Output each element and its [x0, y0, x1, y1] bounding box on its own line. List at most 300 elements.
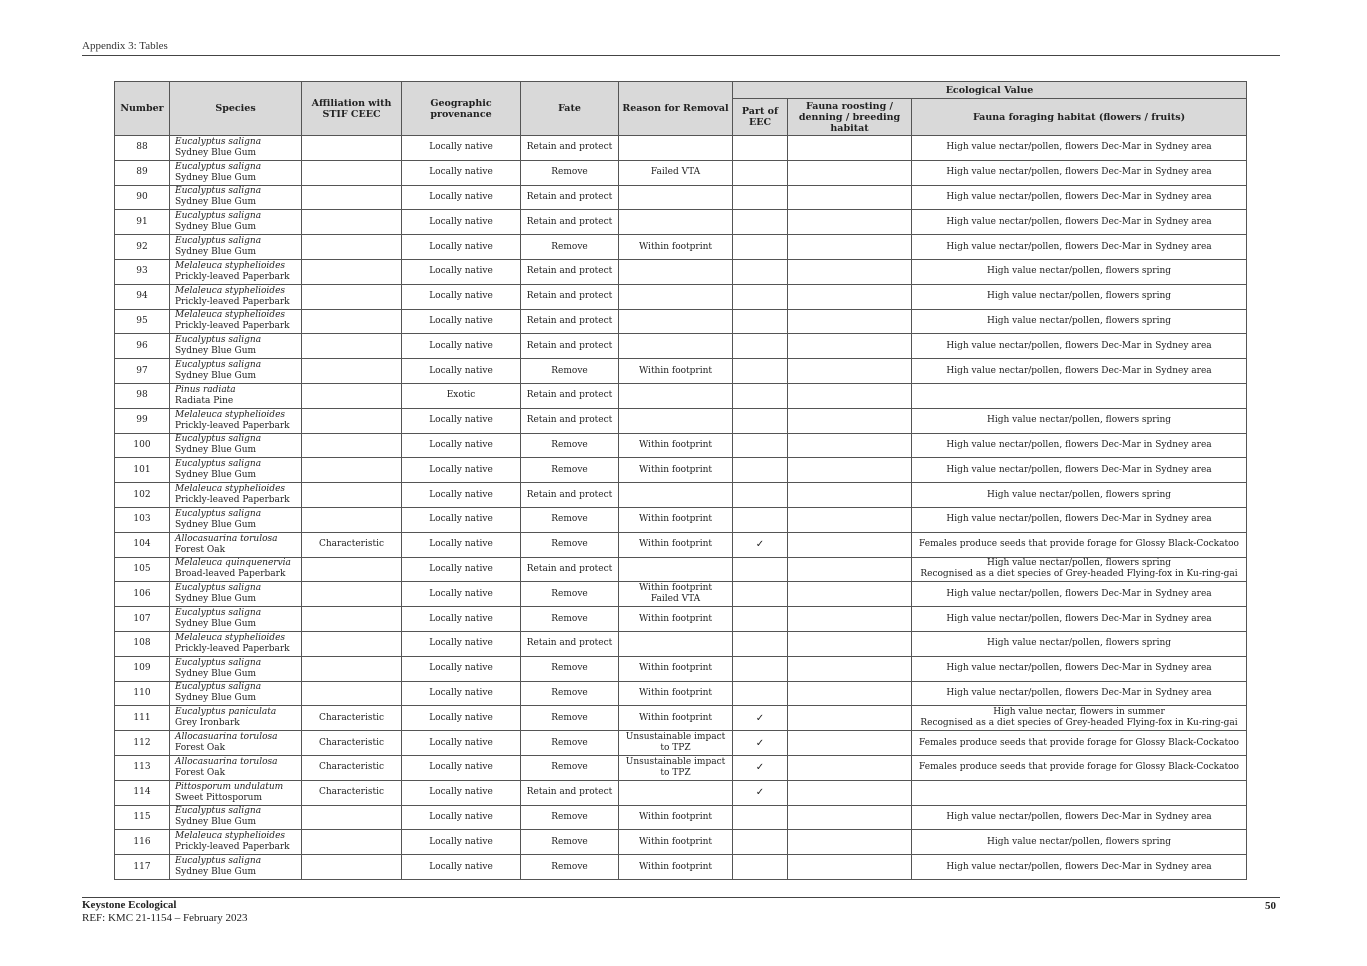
cell-fauna-foraging	[912, 557, 1247, 582]
cell-reason	[619, 433, 733, 458]
cell-provenance: Locally native	[402, 532, 521, 557]
col-reason: Reason for Removal	[619, 82, 733, 136]
cell-species	[170, 532, 302, 557]
cell-reason	[619, 805, 733, 830]
reason-line-2: Failed VTA	[650, 594, 701, 605]
cell-affiliation: Characteristic	[302, 706, 402, 731]
cell-provenance: Locally native	[402, 607, 521, 632]
cell-number: 100	[115, 433, 170, 458]
foraging-line: High value nectar/pollen, flowers Dec-Mar in Sydney area	[946, 663, 1212, 674]
cell-affiliation	[302, 433, 402, 458]
cell-affiliation	[302, 631, 402, 656]
cell-fauna-roosting	[788, 607, 912, 632]
table-row	[115, 483, 1247, 508]
cell-provenance: Locally native	[402, 631, 521, 656]
species-common-name: Sydney Blue Gum	[175, 693, 257, 704]
cell-affiliation	[302, 855, 402, 880]
cell-provenance: Locally native	[402, 136, 521, 161]
table-row	[115, 830, 1247, 855]
cell-number: 113	[115, 755, 170, 780]
species-common-name: Grey Ironbark	[175, 718, 240, 729]
species-common-name: Sydney Blue Gum	[175, 147, 257, 158]
cell-affiliation	[302, 160, 402, 185]
cell-fate: Retain and protect	[521, 408, 619, 433]
cell-fauna-roosting	[788, 855, 912, 880]
cell-affiliation: Characteristic	[302, 755, 402, 780]
cell-number: 105	[115, 557, 170, 582]
cell-fate: Retain and protect	[521, 210, 619, 235]
cell-fauna-roosting	[788, 830, 912, 855]
cell-fauna-foraging	[912, 160, 1247, 185]
species-scientific-name: Eucalyptus saligna	[175, 608, 262, 619]
cell-number: 96	[115, 334, 170, 359]
cell-fauna-foraging	[912, 284, 1247, 309]
cell-part-of-eec	[733, 805, 788, 830]
table-row	[115, 706, 1247, 731]
species-common-name: Sydney Blue Gum	[175, 668, 257, 679]
cell-affiliation	[302, 582, 402, 607]
reason-line: Unsustainable impact	[625, 756, 726, 767]
cell-fate: Remove	[521, 433, 619, 458]
cell-provenance: Locally native	[402, 681, 521, 706]
species-scientific-name: Eucalyptus saligna	[175, 806, 262, 817]
cell-fate: Remove	[521, 755, 619, 780]
table-row	[115, 284, 1247, 309]
species-common-name: Sydney Blue Gum	[175, 594, 257, 605]
species-scientific-name: Eucalyptus paniculata	[175, 707, 277, 718]
foraging-line: High value nectar/pollen, flowers Dec-Mar in Sydney area	[946, 464, 1212, 475]
cell-fate: Remove	[521, 235, 619, 260]
table-row	[115, 309, 1247, 334]
species-scientific-name: Eucalyptus saligna	[175, 459, 262, 470]
cell-affiliation	[302, 483, 402, 508]
cell-part-of-eec	[733, 631, 788, 656]
cell-provenance: Locally native	[402, 160, 521, 185]
species-common-name: Broad-leaved Paperbark	[175, 569, 286, 580]
cell-fate: Remove	[521, 731, 619, 756]
species-common-name: Prickly-leaved Paperbark	[175, 420, 290, 431]
reason-line: Within footprint	[638, 514, 713, 525]
cell-number: 109	[115, 656, 170, 681]
species-scientific-name: Melaleuca styphelioides	[175, 409, 286, 420]
foraging-line: Females produce seeds that provide forage for Glossy Black-Cockatoo	[919, 737, 1239, 748]
foraging-line: High value nectar/pollen, flowers spring	[986, 266, 1172, 277]
foraging-line: High value nectar/pollen, flowers spring	[986, 415, 1172, 426]
cell-part-of-eec	[733, 408, 788, 433]
reason-line: Within footprint	[638, 811, 713, 822]
table-row	[115, 755, 1247, 780]
cell-species	[170, 483, 302, 508]
cell-number: 107	[115, 607, 170, 632]
cell-part-of-eec	[733, 359, 788, 384]
reason-line: Failed VTA	[650, 167, 701, 178]
species-scientific-name: Melaleuca styphelioides	[175, 260, 286, 271]
foraging-line: High value nectar/pollen, flowers spring	[986, 291, 1172, 302]
cell-fauna-foraging	[912, 235, 1247, 260]
species-common-name: Forest Oak	[175, 544, 226, 555]
species-common-name: Sydney Blue Gum	[175, 371, 257, 382]
cell-provenance: Locally native	[402, 706, 521, 731]
cell-fauna-foraging	[912, 185, 1247, 210]
cell-fauna-foraging	[912, 359, 1247, 384]
cell-species	[170, 185, 302, 210]
cell-fate: Remove	[521, 359, 619, 384]
cell-provenance: Exotic	[402, 383, 521, 408]
cell-affiliation	[302, 136, 402, 161]
cell-fauna-roosting	[788, 433, 912, 458]
cell-number: 115	[115, 805, 170, 830]
cell-reason	[619, 607, 733, 632]
cell-number: 103	[115, 507, 170, 532]
cell-provenance: Locally native	[402, 755, 521, 780]
cell-species	[170, 656, 302, 681]
cell-species	[170, 830, 302, 855]
foraging-line: High value nectar/pollen, flowers Dec-Mar in Sydney area	[946, 216, 1212, 227]
cell-species	[170, 334, 302, 359]
cell-fauna-roosting	[788, 631, 912, 656]
cell-number: 104	[115, 532, 170, 557]
cell-species	[170, 706, 302, 731]
cell-part-of-eec	[733, 383, 788, 408]
cell-species	[170, 210, 302, 235]
cell-reason	[619, 383, 733, 408]
cell-reason	[619, 681, 733, 706]
species-common-name: Sydney Blue Gum	[175, 817, 257, 828]
foraging-line: High value nectar/pollen, flowers Dec-Mar in Sydney area	[946, 439, 1212, 450]
cell-reason	[619, 483, 733, 508]
cell-part-of-eec	[733, 607, 788, 632]
table-row	[115, 731, 1247, 756]
cell-fauna-roosting	[788, 334, 912, 359]
cell-fauna-roosting	[788, 160, 912, 185]
cell-fate: Remove	[521, 805, 619, 830]
cell-species	[170, 458, 302, 483]
cell-fate: Remove	[521, 607, 619, 632]
cell-fauna-foraging	[912, 706, 1247, 731]
cell-fauna-foraging	[912, 532, 1247, 557]
cell-part-of-eec	[733, 855, 788, 880]
cell-fauna-foraging	[912, 582, 1247, 607]
cell-fauna-roosting	[788, 557, 912, 582]
species-common-name: Forest Oak	[175, 767, 226, 778]
cell-provenance: Locally native	[402, 235, 521, 260]
page-number: 50	[1265, 900, 1276, 912]
cell-number: 101	[115, 458, 170, 483]
cell-fate: Retain and protect	[521, 259, 619, 284]
cell-affiliation	[302, 210, 402, 235]
cell-affiliation	[302, 284, 402, 309]
reason-line: Within footprint	[638, 836, 713, 847]
cell-fauna-roosting	[788, 507, 912, 532]
cell-species	[170, 805, 302, 830]
footer-rule	[82, 897, 1280, 898]
cell-reason	[619, 631, 733, 656]
cell-fauna-foraging	[912, 309, 1247, 334]
foraging-line: High value nectar/pollen, flowers spring	[986, 489, 1172, 500]
cell-fauna-roosting	[788, 235, 912, 260]
cell-fauna-foraging	[912, 780, 1247, 805]
species-scientific-name: Allocasuarina torulosa	[175, 732, 278, 743]
cell-reason	[619, 830, 733, 855]
cell-number: 91	[115, 210, 170, 235]
cell-reason	[619, 780, 733, 805]
foraging-line: High value nectar/pollen, flowers spring	[986, 558, 1172, 569]
foraging-line: High value nectar/pollen, flowers Dec-Mar in Sydney area	[946, 142, 1212, 153]
cell-reason	[619, 160, 733, 185]
reason-line: Within footprint	[638, 583, 713, 594]
cell-fauna-roosting	[788, 309, 912, 334]
cell-fate: Retain and protect	[521, 483, 619, 508]
cell-species	[170, 408, 302, 433]
reason-line: Within footprint	[638, 365, 713, 376]
species-common-name: Sydney Blue Gum	[175, 172, 257, 183]
cell-fauna-foraging	[912, 755, 1247, 780]
table-row	[115, 532, 1247, 557]
cell-affiliation	[302, 557, 402, 582]
cell-part-of-eec	[733, 210, 788, 235]
cell-part-of-eec	[733, 507, 788, 532]
cell-fauna-roosting	[788, 780, 912, 805]
cell-number: 116	[115, 830, 170, 855]
species-common-name: Prickly-leaved Paperbark	[175, 321, 290, 332]
col-fate: Fate	[521, 82, 619, 136]
cell-species	[170, 681, 302, 706]
cell-provenance: Locally native	[402, 458, 521, 483]
cell-reason	[619, 259, 733, 284]
col-fauna-foraging: Fauna foraging habitat (flowers / fruits)	[912, 99, 1247, 136]
cell-fauna-roosting	[788, 408, 912, 433]
species-common-name: Sydney Blue Gum	[175, 222, 257, 233]
cell-affiliation	[302, 681, 402, 706]
species-scientific-name: Eucalyptus saligna	[175, 335, 262, 346]
page-footer	[82, 899, 248, 925]
species-common-name: Sydney Blue Gum	[175, 867, 257, 877]
cell-part-of-eec	[733, 334, 788, 359]
reason-line-2: to TPZ	[660, 743, 691, 754]
cell-fauna-foraging	[912, 383, 1247, 408]
foraging-line: High value nectar/pollen, flowers Dec-Mar in Sydney area	[946, 613, 1212, 624]
cell-reason	[619, 731, 733, 756]
cell-provenance: Locally native	[402, 185, 521, 210]
cell-fauna-foraging	[912, 259, 1247, 284]
cell-number: 112	[115, 731, 170, 756]
species-common-name: Prickly-leaved Paperbark	[175, 495, 290, 506]
header-rule	[82, 55, 1280, 56]
cell-fauna-roosting	[788, 185, 912, 210]
cell-species	[170, 359, 302, 384]
table-row	[115, 334, 1247, 359]
cell-part-of-eec	[733, 185, 788, 210]
page-header: Appendix 3: Tables	[82, 40, 168, 52]
foraging-line: High value nectar/pollen, flowers Dec-Mar in Sydney area	[946, 241, 1212, 252]
cell-fauna-roosting	[788, 731, 912, 756]
cell-number: 102	[115, 483, 170, 508]
table-row	[115, 408, 1247, 433]
reason-line: Within footprint	[638, 613, 713, 624]
col-group-ecological-value: Ecological Value	[733, 82, 1247, 99]
reason-line: Unsustainable impact	[625, 732, 726, 743]
cell-part-of-eec	[733, 656, 788, 681]
table-row	[115, 557, 1247, 582]
cell-affiliation	[302, 458, 402, 483]
cell-affiliation: Characteristic	[302, 532, 402, 557]
species-common-name: Sydney Blue Gum	[175, 247, 257, 258]
footer-ref: REF: KMC 21-1154 – February 2023	[82, 912, 248, 924]
cell-part-of-eec	[733, 483, 788, 508]
cell-fauna-roosting	[788, 681, 912, 706]
species-common-name: Prickly-leaved Paperbark	[175, 271, 290, 282]
species-scientific-name: Melaleuca styphelioides	[175, 310, 286, 321]
cell-fauna-foraging	[912, 681, 1247, 706]
cell-provenance: Locally native	[402, 210, 521, 235]
cell-reason	[619, 334, 733, 359]
cell-number: 111	[115, 706, 170, 731]
cell-fauna-foraging	[912, 483, 1247, 508]
foraging-line: High value nectar/pollen, flowers Dec-Mar in Sydney area	[946, 365, 1212, 376]
species-common-name: Sydney Blue Gum	[175, 619, 257, 630]
cell-fate: Retain and protect	[521, 631, 619, 656]
cell-provenance: Locally native	[402, 855, 521, 880]
species-scientific-name: Allocasuarina torulosa	[175, 756, 278, 767]
cell-fauna-roosting	[788, 656, 912, 681]
cell-fate: Retain and protect	[521, 383, 619, 408]
cell-reason	[619, 235, 733, 260]
species-scientific-name: Eucalyptus saligna	[175, 508, 262, 519]
species-scientific-name: Eucalyptus saligna	[175, 856, 262, 866]
cell-number: 94	[115, 284, 170, 309]
reason-line: Within footprint	[638, 464, 713, 475]
cell-fauna-roosting	[788, 582, 912, 607]
cell-fate: Remove	[521, 532, 619, 557]
foraging-line: High value nectar/pollen, flowers spring	[986, 836, 1172, 847]
cell-fate: Remove	[521, 706, 619, 731]
foraging-line: High value nectar, flowers in summer	[993, 707, 1165, 718]
table-row	[115, 433, 1247, 458]
cell-reason	[619, 557, 733, 582]
cell-species	[170, 855, 302, 880]
cell-species	[170, 607, 302, 632]
cell-part-of-eec: ✓	[733, 731, 788, 756]
cell-reason	[619, 136, 733, 161]
cell-provenance: Locally native	[402, 284, 521, 309]
cell-reason	[619, 359, 733, 384]
species-common-name: Forest Oak	[175, 743, 226, 754]
foraging-line: Females produce seeds that provide forage for Glossy Black-Cockatoo	[919, 539, 1239, 550]
cell-fauna-foraging	[912, 210, 1247, 235]
cell-reason	[619, 309, 733, 334]
cell-provenance: Locally native	[402, 805, 521, 830]
cell-species	[170, 160, 302, 185]
cell-part-of-eec: ✓	[733, 780, 788, 805]
cell-fauna-roosting	[788, 210, 912, 235]
foraging-line: High value nectar/pollen, flowers Dec-Mar in Sydney area	[946, 861, 1212, 872]
cell-species	[170, 259, 302, 284]
table-row	[115, 582, 1247, 607]
cell-part-of-eec	[733, 160, 788, 185]
cell-fate: Retain and protect	[521, 334, 619, 359]
cell-number: 108	[115, 631, 170, 656]
foraging-line: High value nectar/pollen, flowers Dec-Mar in Sydney area	[946, 514, 1212, 525]
cell-fauna-roosting	[788, 532, 912, 557]
cell-fauna-foraging	[912, 631, 1247, 656]
cell-part-of-eec	[733, 830, 788, 855]
cell-species	[170, 309, 302, 334]
cell-provenance: Locally native	[402, 557, 521, 582]
cell-reason	[619, 855, 733, 880]
reason-line: Within footprint	[638, 712, 713, 723]
species-scientific-name: Melaleuca styphelioides	[175, 484, 286, 495]
cell-provenance: Locally native	[402, 259, 521, 284]
cell-affiliation	[302, 507, 402, 532]
cell-reason	[619, 532, 733, 557]
cell-number: 114	[115, 780, 170, 805]
species-scientific-name: Melaleuca styphelioides	[175, 831, 286, 842]
foraging-line: High value nectar/pollen, flowers Dec-Mar in Sydney area	[946, 588, 1212, 599]
cell-fauna-roosting	[788, 805, 912, 830]
cell-number: 89	[115, 160, 170, 185]
foraging-line: High value nectar/pollen, flowers Dec-Mar in Sydney area	[946, 167, 1212, 178]
table-row	[115, 607, 1247, 632]
cell-provenance: Locally native	[402, 780, 521, 805]
cell-affiliation: Characteristic	[302, 731, 402, 756]
species-scientific-name: Eucalyptus saligna	[175, 682, 262, 693]
cell-reason	[619, 582, 733, 607]
cell-reason	[619, 210, 733, 235]
cell-fauna-foraging	[912, 607, 1247, 632]
foraging-line: High value nectar/pollen, flowers spring	[986, 315, 1172, 326]
species-scientific-name: Pittosporum undulatum	[175, 781, 284, 792]
cell-fauna-foraging	[912, 830, 1247, 855]
cell-provenance: Locally native	[402, 731, 521, 756]
cell-fate: Remove	[521, 507, 619, 532]
cell-part-of-eec: ✓	[733, 755, 788, 780]
table-row	[115, 507, 1247, 532]
cell-number: 110	[115, 681, 170, 706]
cell-part-of-eec	[733, 259, 788, 284]
foraging-line-2: Recognised as a diet species of Grey-headed Flying-fox in Ku-ring-gai	[920, 569, 1238, 580]
species-scientific-name: Eucalyptus saligna	[175, 211, 262, 222]
cell-reason	[619, 458, 733, 483]
cell-number: 99	[115, 408, 170, 433]
cell-reason	[619, 408, 733, 433]
cell-species	[170, 557, 302, 582]
reason-line: Within footprint	[638, 861, 713, 872]
cell-reason	[619, 706, 733, 731]
col-provenance: Geographic provenance	[402, 82, 521, 136]
reason-line: Within footprint	[638, 687, 713, 698]
cell-species	[170, 755, 302, 780]
foraging-line: High value nectar/pollen, flowers Dec-Mar in Sydney area	[946, 340, 1212, 351]
cell-affiliation	[302, 235, 402, 260]
cell-part-of-eec	[733, 433, 788, 458]
cell-fate: Remove	[521, 855, 619, 880]
cell-affiliation	[302, 185, 402, 210]
cell-part-of-eec	[733, 557, 788, 582]
table-row	[115, 259, 1247, 284]
table-row	[115, 458, 1247, 483]
table-row	[115, 780, 1247, 805]
cell-fauna-foraging	[912, 408, 1247, 433]
species-common-name: Prickly-leaved Paperbark	[175, 643, 290, 654]
cell-species	[170, 507, 302, 532]
cell-reason	[619, 755, 733, 780]
table-body	[115, 136, 1247, 880]
table-row	[115, 136, 1247, 161]
reason-line: Within footprint	[638, 439, 713, 450]
cell-fate: Remove	[521, 681, 619, 706]
cell-fauna-roosting	[788, 284, 912, 309]
species-common-name: Sydney Blue Gum	[175, 519, 257, 530]
